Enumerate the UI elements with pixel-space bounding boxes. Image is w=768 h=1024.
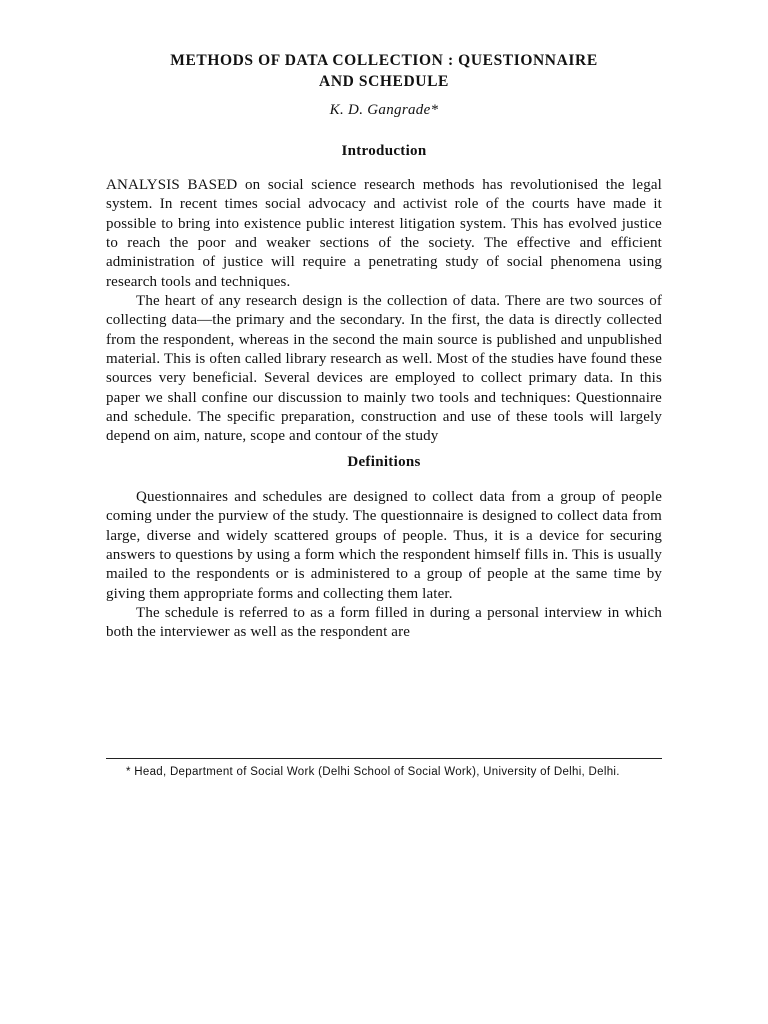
- section-heading-introduction: Introduction: [341, 143, 427, 159]
- section-heading-definitions: Definitions: [347, 453, 421, 470]
- paper-title: [106, 50, 662, 92]
- footnote: * Head, Department of Social Work (Delhi School of Social Work), University of Delhi, Delhi.: [126, 766, 620, 778]
- intro-paragraph-1: ANALYSIS BASED on social science research methods has revolutionised the legal system. In recent times social advocacy and activist role of the courts have made it possible to bring into existence public interest litigation system. This has evolved justice to reach the poor and weaker sections of the society. The effective and efficient administration of justice will require a penetrating study of social phenomena using research tools and techniques.: [106, 177, 662, 290]
- intro-paragraph-2: The heart of any research design is the collection of data. There are two sources of collecting data—the primary and the secondary. In the first, the data is directly collected from the respondent, whereas in the second the main source is published and unpublished material. This is often called library research as well. Most of the studies have found these sources very beneficial. Several devices are employed to collect primary data. In this paper we shall confine our discussion to mainly two tools and techniques: Questionnaire and schedule. The specific preparation, construction and use of these tools will largely depend on aim, nature, scope and contour of the study: [106, 293, 662, 445]
- definitions-paragraph-2: The schedule is referred to as a form filled in during a personal interview in which both the interviewer as well as the respondent are: [106, 604, 662, 641]
- title-line-1: METHODS OF DATA COLLECTION : QUESTIONNAIRE: [170, 52, 598, 69]
- title-line-2: AND SCHEDULE: [319, 73, 449, 90]
- definitions-paragraph-1: Questionnaires and schedules are designed to collect data from a group of people coming under the purview of the study. The questionnaire is designed to collect data from large, diverse and widely scattered groups of people. Thus, it is a device for securing answers to questions by using a form which the respondent himself fills in. This is usually mailed to the respondents or is administered to a group of people at the same time by giving them appropriate forms and collecting them later.: [106, 488, 662, 602]
- author-name: K. D. Gangrade*: [329, 102, 439, 118]
- footnote-divider: [106, 758, 662, 759]
- paper-page: [106, 50, 662, 643]
